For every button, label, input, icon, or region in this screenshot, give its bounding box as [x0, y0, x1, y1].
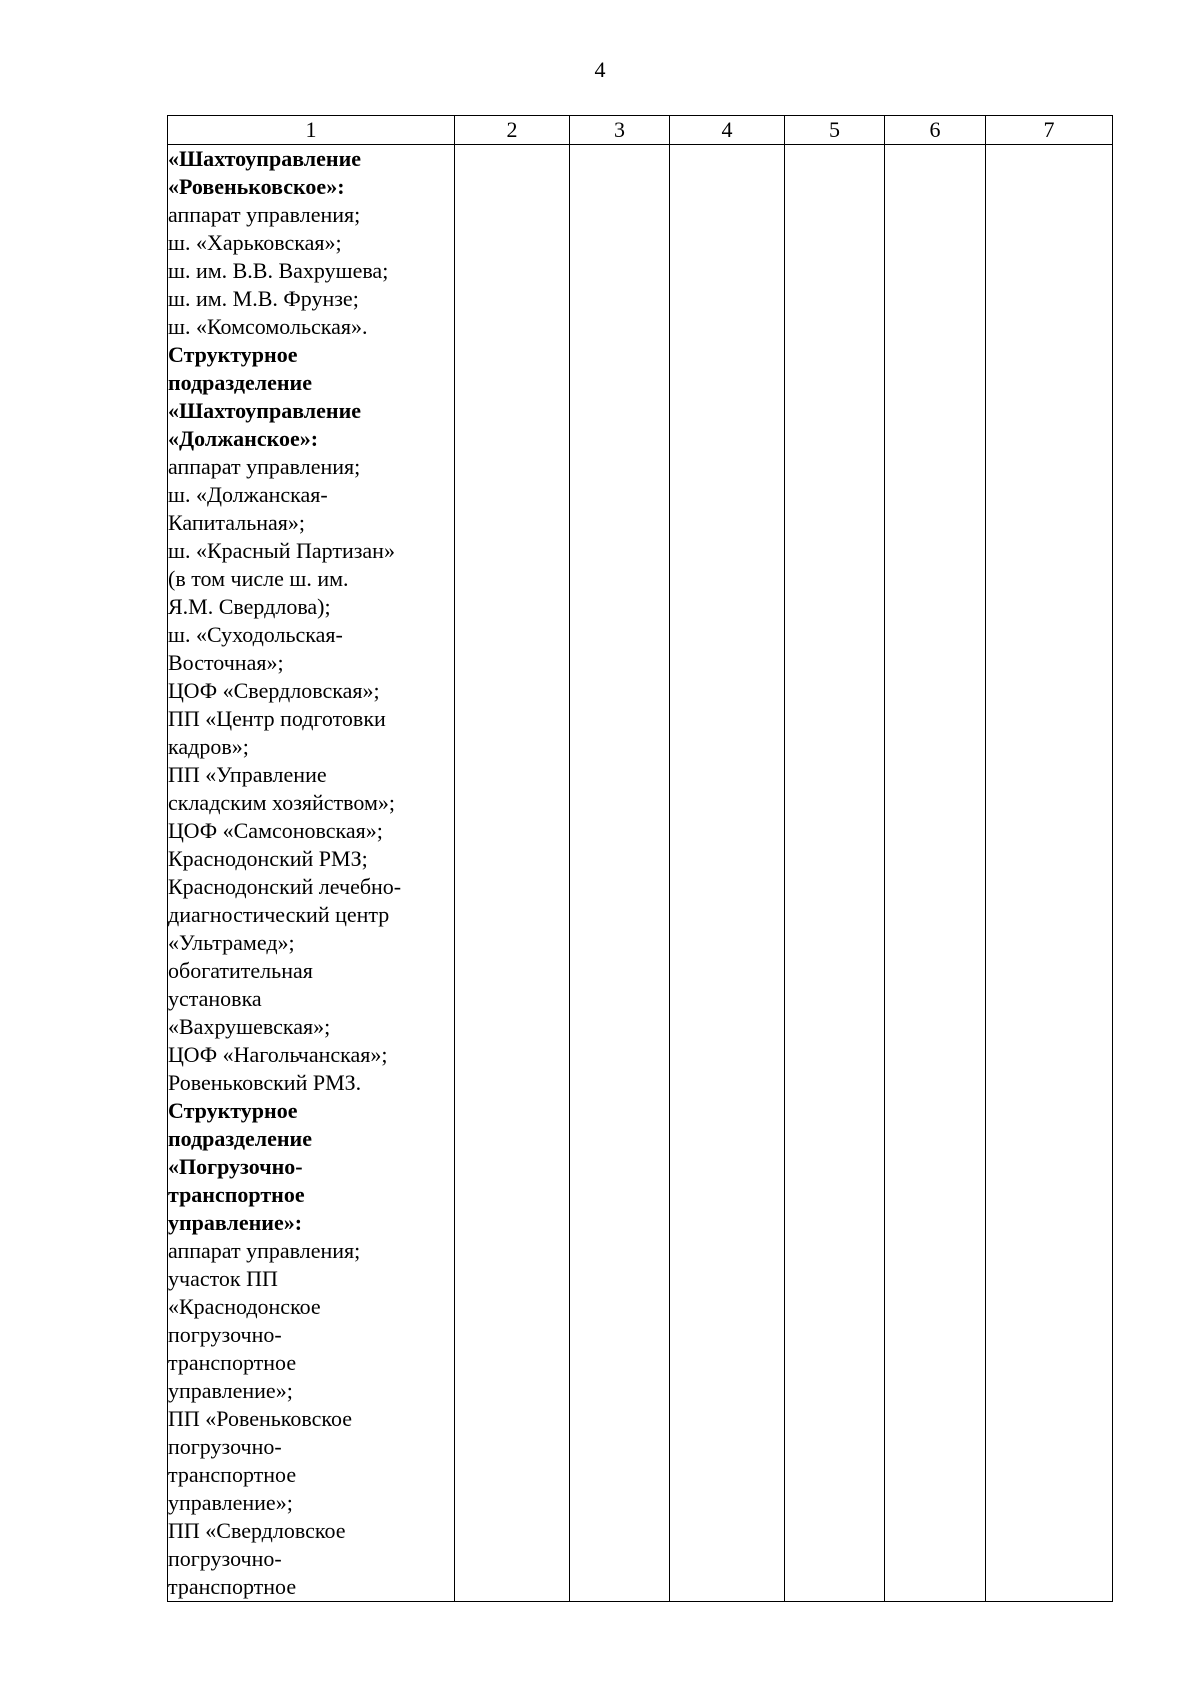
- column-header-6: 6: [885, 116, 986, 145]
- column-4-cell: [670, 145, 785, 1602]
- page-number: 4: [594, 57, 606, 82]
- list-item: аппарат управления;: [168, 454, 361, 479]
- table-row: [168, 145, 1113, 1602]
- list-item: ПП «Управление складским хозяйством»;: [168, 762, 396, 815]
- list-item: ЦОФ «Самсоновская»;: [168, 818, 383, 843]
- list-item: ш. «Красный Партизан» (в том числе ш. им. Я.М. Свердлова);: [168, 538, 395, 619]
- column-3-cell: [570, 145, 670, 1602]
- list-item: ш. «Харьковская»;: [168, 230, 342, 255]
- column-header-2: 2: [455, 116, 570, 145]
- list-item: Краснодонский лечебно- диагностический центр «Ультрамед»;: [168, 874, 402, 955]
- list-item: аппарат управления;: [168, 202, 361, 227]
- section-heading: «Шахтоуправление «Ровеньковское»:: [168, 146, 362, 199]
- organization-list: [168, 145, 454, 1601]
- list-item: аппарат управления;: [168, 1238, 361, 1263]
- list-item: ш. им. В.В. Вахрушева;: [168, 258, 389, 283]
- document-table: [167, 115, 1113, 1602]
- column-7-cell: [986, 145, 1113, 1602]
- column-header-7: 7: [986, 116, 1113, 145]
- column-header-3: 3: [570, 116, 670, 145]
- table-header-row: [168, 116, 1113, 145]
- list-item: ПП «Свердловское погрузочно- транспортное: [168, 1518, 346, 1599]
- column-header-5: 5: [785, 116, 885, 145]
- column-2-cell: [455, 145, 570, 1602]
- list-item: ПП «Центр подготовки кадров»;: [168, 706, 386, 759]
- list-item: ЦОФ «Нагольчанская»;: [168, 1042, 388, 1067]
- list-item: Ровеньковский РМЗ.: [168, 1070, 362, 1095]
- list-item: ш. «Должанская- Капитальная»;: [168, 482, 328, 535]
- section-heading: Структурное подразделение «Погрузочно- транспортное управление»:: [168, 1098, 312, 1235]
- column-header-4: 4: [670, 116, 785, 145]
- column-header-1: 1: [168, 116, 455, 145]
- column-1-cell: [168, 145, 455, 1602]
- list-item: участок ПП «Краснодонское погрузочно- транспортное управление»;: [168, 1266, 321, 1403]
- list-item: Краснодонский РМЗ;: [168, 846, 368, 871]
- list-item: ЦОФ «Свердловская»;: [168, 678, 380, 703]
- list-item: ПП «Ровеньковское погрузочно- транспортное управление»;: [168, 1406, 352, 1515]
- section-heading: Структурное подразделение «Шахтоуправление «Должанское»:: [168, 342, 362, 451]
- column-5-cell: [785, 145, 885, 1602]
- list-item: обогатительная установка «Вахрушевская»;: [168, 958, 331, 1039]
- list-item: ш. «Суходольская- Восточная»;: [168, 622, 343, 675]
- column-6-cell: [885, 145, 986, 1602]
- list-item: ш. им. М.В. Фрунзе;: [168, 286, 359, 311]
- list-item: ш. «Комсомольская».: [168, 314, 368, 339]
